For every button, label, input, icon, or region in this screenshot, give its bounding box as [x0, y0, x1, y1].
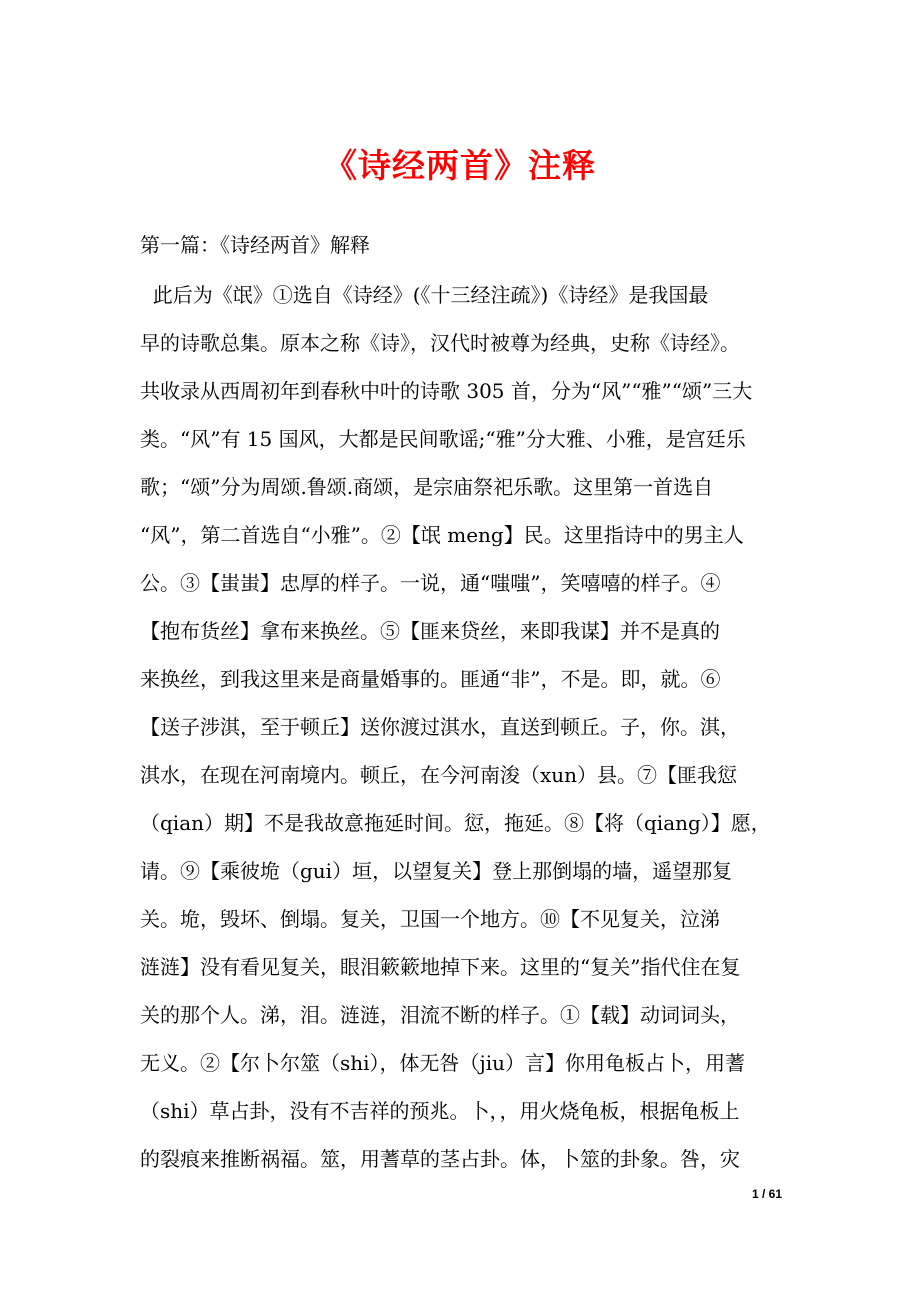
text-line: 此后为《氓》①选自《诗经》(《十三经注疏》)《诗经》是我国最 — [140, 283, 709, 307]
text-line: 公。③【蚩蚩】忠厚的样子。一说，通“嗤嗤”，笑嘻嘻的样子。④ — [140, 571, 721, 595]
text-line: 歌；“颂”分为周颂.鲁颂.商颂，是宗庙祭祀乐歌。这里第一首选自 — [140, 475, 714, 499]
body-text — [140, 280, 800, 1192]
text-line: 类。“风”有 15 国风，大都是民间歌谣;“雅”分大雅、小雅，是宫廷乐 — [140, 427, 746, 451]
text-line: 来换丝，到我这里来是商量婚事的。匪通“非”，不是。即，就。⑥ — [140, 667, 721, 691]
text-line: 【抱布货丝】拿布来换丝。⑤【匪来贷丝，来即我谋】并不是真的 — [140, 619, 720, 643]
page-number: 1 / 61 — [751, 1187, 782, 1201]
text-line: 的裂痕来推断祸福。筮，用蓍草的茎占卦。体，卜筮的卦象。咎，灾 — [140, 1147, 740, 1171]
text-line: 【送子涉淇，至于顿丘】送你渡过淇水，直送到顿丘。子，你。淇， — [140, 715, 740, 739]
text-line: “风”，第二首选自“小雅”。②【氓 meng】民。这里指诗中的男主人 — [140, 523, 744, 547]
text-line: 淇水，在现在河南境内。顿丘，在今河南浚（xun）县。⑦【匪我愆 — [140, 763, 738, 787]
text-line: 无义。②【尔卜尔筮（shi），体无咎（jiu）言】你用龟板占卜，用蓍 — [140, 1051, 746, 1075]
text-line: （qian）期】不是我故意拖延时间。愆，拖延。⑧【将（qiang）】愿， — [140, 811, 771, 835]
section-heading: 第一篇：《诗经两首》解释 — [140, 233, 370, 257]
document-title: 《诗经两首》注释 — [324, 146, 596, 185]
text-line: 关。垝，毁坏、倒塌。复关，卫国一个地方。⑩【不见复关，泣涕 — [140, 907, 720, 931]
text-line: 关的那个人。涕，泪。涟涟，泪流不断的样子。①【载】动词词头， — [140, 1003, 740, 1027]
text-line: 涟涟】没有看见复关，眼泪簌簌地掉下来。这里的“复关”指代住在复 — [140, 955, 741, 979]
text-line: 请。⑨【乘彼垝（gui）垣，以望复关】登上那倒塌的墙，遥望那复 — [140, 859, 733, 883]
text-line: 早的诗歌总集。原本之称《诗》，汉代时被尊为经典，史称《诗经》。 — [140, 331, 740, 355]
text-line: （shi）草占卦，没有不吉祥的预兆。卜，，用火烧龟板，根据龟板上 — [140, 1099, 740, 1123]
text-line: 共收录从西周初年到春秋中叶的诗歌 305 首，分为“风”“雅”“颂”三大 — [140, 379, 753, 403]
